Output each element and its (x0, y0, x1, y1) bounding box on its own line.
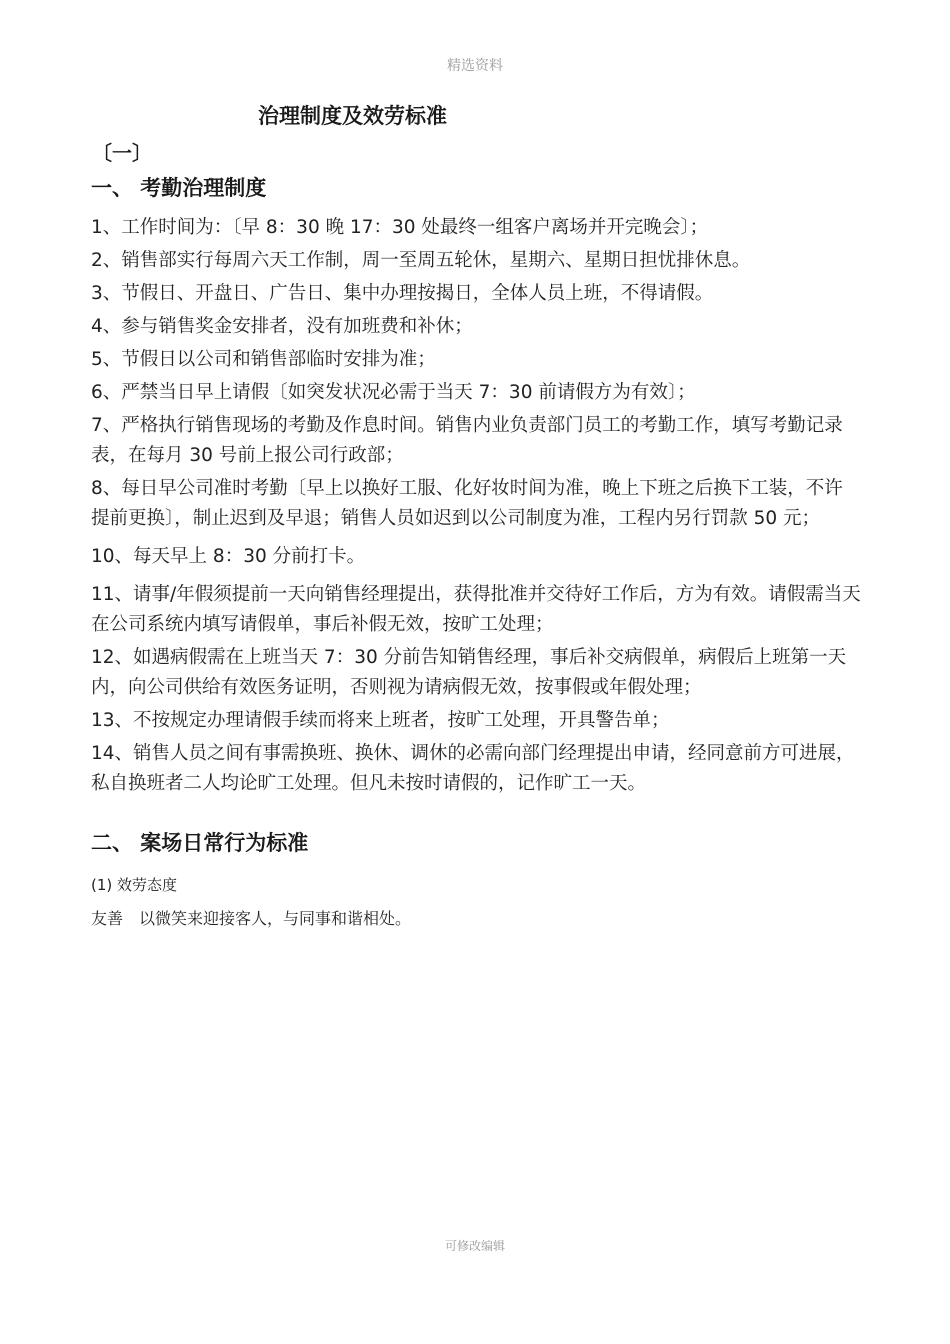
attendance-rules-list (91, 213, 861, 802)
rule-item: 6、严禁当日早上请假〔如突发状况必需于当天 7：30 前请假方为有效〕； (91, 382, 696, 403)
subsection-text: 友善 以微笑来迎接客人，与同事和谐相处。 (91, 909, 412, 928)
rule-item: 7、严格执行销售现场的考勤及作息时间。销售内业负责部门员工的考勤工作，填写考勤记录表，在每月 30 号前上报公司行政部； (91, 415, 843, 466)
rule-item: 4、参与销售奖金安排者，没有加班费和补休； (91, 316, 473, 337)
part-label: 〔一〕 (92, 141, 152, 165)
rule-item: 5、节假日以公司和销售部临时安排为准； (91, 349, 436, 370)
rule-item: 14、销售人员之间有事需换班、换休、调休的必需向部门经理提出申请，经同意前方可进展，私自换班者二人均论旷工处理。但凡未按时请假的，记作旷工一天。 (91, 743, 855, 794)
page-header-note: 精选资料 (447, 58, 503, 74)
rule-item: 11、请事/年假须提前一天向销售经理提出，获得批准并交待好工作后，方为有效。请假需当天在公司系统内填写请假单，事后补假无效，按旷工处理； (91, 584, 861, 635)
rule-item: 13、不按规定办理请假手续而将来上班者，按旷工处理，开具警告单； (91, 710, 670, 731)
section-heading-conduct: 二、 案场日常行为标准 (91, 831, 309, 855)
rule-item: 10、每天早上 8：30 分前打卡。 (91, 546, 366, 567)
rule-item: 2、销售部实行每周六天工作制，周一至周五轮休，星期六、星期日担忧排休息。 (91, 250, 751, 271)
rule-item: 1、工作时间为：〔早 8：30 晚 17：30 处最终一组客户离场并开完晚会〕； (91, 217, 709, 238)
rule-item: 8、每日早公司准时考勤〔早上以换好工服、化好妆时间为准，晚上下班之后换下工装，不许提前更换〕，制止迟到及早退；销售人员如迟到以公司制度为准，工程内另行罚款 50 元； (91, 478, 843, 529)
rule-item: 3、节假日、开盘日、广告日、集中办理按揭日，全体人员上班，不得请假。 (91, 283, 714, 304)
subsection-label: (1) 效劳态度 (91, 876, 178, 894)
rule-item: 12、如遇病假需在上班当天 7：30 分前告知销售经理，事后补交病假单，病假后上班第一天内，向公司供给有效医务证明，否则视为请病假无效，按事假或年假处理； (91, 647, 847, 698)
page-footer-note: 可修改编辑 (444, 1239, 505, 1253)
document-title: 治理制度及效劳标准 (258, 104, 447, 128)
section-heading-attendance: 一、 考勤治理制度 (91, 176, 267, 200)
